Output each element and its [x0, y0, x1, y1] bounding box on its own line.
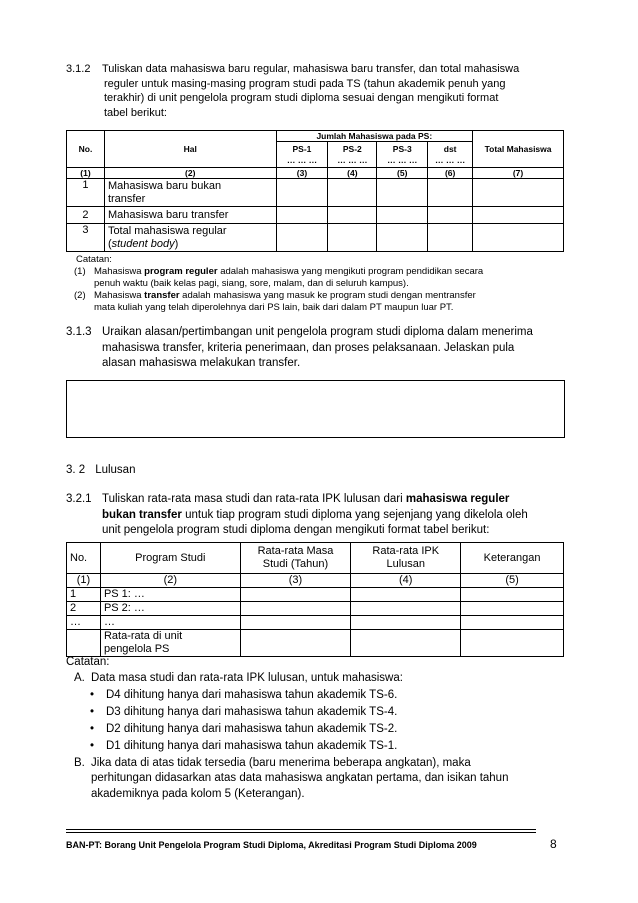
table-row: 2 PS 2: …	[67, 602, 564, 616]
student-count-table	[66, 130, 564, 252]
list-item: • D3 dihitung hanya dari mahasiswa tahun akademik TS-4.	[86, 705, 566, 722]
list-item: • D2 dihitung hanya dari mahasiswa tahun akademik TS-2.	[86, 722, 566, 739]
table-cell[interactable]	[240, 616, 351, 630]
table-cell[interactable]	[328, 179, 377, 207]
column-number-row: (1) (2) (3) (4) (5) (6) (7)	[67, 168, 564, 179]
header-ipk: Rata-rata IPK Lulusan	[351, 543, 461, 574]
header-total: Total Mahasiswa	[473, 131, 564, 168]
header-ps3: PS-3 … … …	[377, 142, 428, 168]
table-cell[interactable]	[377, 224, 428, 252]
section-number: 3.1.3	[66, 326, 92, 338]
header-dst: dst … … …	[428, 142, 473, 168]
table-cell[interactable]	[328, 224, 377, 252]
list-item: • D4 dihitung hanya dari mahasiswa tahun akademik TS-6.	[86, 688, 566, 705]
bullet-list	[86, 688, 566, 756]
table-cell[interactable]	[240, 602, 351, 616]
table-cell[interactable]	[276, 207, 328, 224]
header-hal: Hal	[104, 131, 276, 168]
section-text: Tuliskan data mahasiswa baru regular, mahasiswa baru transfer, dan total mahasiswa reguler untuk masing-masing program studi pada TS (tahun akademik penuh yang terakhir) di unit pengelola program studi diploma sesuai dengan mengikuti format tabel berikut:	[102, 63, 520, 119]
header-keterangan: Keterangan	[461, 543, 564, 574]
answer-textbox[interactable]	[66, 380, 565, 438]
table-cell[interactable]	[351, 602, 461, 616]
table-cell[interactable]	[377, 179, 428, 207]
header-ps2: PS-2 … … …	[328, 142, 377, 168]
column-number-row: (1) (2) (3) (4) (5)	[67, 574, 564, 588]
table-cell[interactable]	[276, 224, 328, 252]
table-cell[interactable]	[473, 179, 564, 207]
table-cell[interactable]	[461, 602, 564, 616]
table-cell[interactable]	[428, 179, 473, 207]
table-cell[interactable]	[240, 630, 351, 657]
table-cell[interactable]	[351, 616, 461, 630]
table-cell[interactable]	[377, 207, 428, 224]
notes-1: Catatan: (1) Mahasiswa program reguler adalah mahasiswa yang mengikuti program pendidikan secara penuh waktu (baik kelas pagi, siang, sore, malam, dan di seluruh kampus). (2) Mahasiswa transfer adalah mahasiswa yang masuk ke program studi dengan mentransfer mata kuliah yang telah diperolehnya dari PS lain, baik dari dalam PT maupun luar PT.	[74, 254, 484, 313]
footer-divider	[66, 829, 536, 830]
table-cell[interactable]	[461, 630, 564, 657]
table-row	[67, 630, 564, 657]
table-cell[interactable]	[351, 630, 461, 657]
header-no: No.	[67, 543, 101, 574]
graduate-table	[66, 542, 564, 657]
footer-divider	[66, 832, 536, 833]
table-cell[interactable]	[328, 207, 377, 224]
table-cell[interactable]	[428, 224, 473, 252]
header-no: No.	[67, 131, 105, 168]
page-number: 8	[550, 837, 557, 851]
average-label: Rata-rata di unit pengelola PS	[100, 630, 240, 657]
table-row: 2 Mahasiswa baru transfer	[67, 207, 564, 224]
section-3-2: 3. 2 Lulusan	[66, 464, 136, 476]
header-group: Jumlah Mahasiswa pada PS:	[276, 131, 473, 142]
table-row: 1 Mahasiswa baru bukan transfer	[67, 179, 564, 207]
table-cell[interactable]	[351, 588, 461, 602]
table-cell[interactable]	[428, 207, 473, 224]
list-item: • D1 dihitung hanya dari mahasiswa tahun akademik TS-1.	[86, 739, 566, 756]
header-ps1: PS-1 … … …	[276, 142, 328, 168]
header-program-studi: Program Studi	[100, 543, 240, 574]
table-cell[interactable]	[473, 224, 564, 252]
table-row: 1 PS 1: …	[67, 588, 564, 602]
section-number: 3.1.2	[66, 63, 91, 75]
header-masa-studi: Rata-rata Masa Studi (Tahun)	[240, 543, 351, 574]
notes-2: Catatan: A. Data masa studi dan rata-rata IPK lulusan, untuk mahasiswa: • D4 dihitung hanya dari mahasiswa tahun akademik TS-6. • D3 dihitung hanya dari mahasiswa tahun akademik TS-4. • D2 dihitung hanya dari mahasiswa tahun akademik TS-2. • D1 dihitung hanya dari mahasiswa tahun akademik TS-1. B. Jika data di atas tidak tersedia (baru menerima beberapa angkatan), maka perhitungan didasarkan atas data mahasiswa angkatan pertama, dan isikan tahun akademiknya pada kolom 5 (Keterangan).	[66, 655, 566, 804]
table-row: … …	[67, 616, 564, 630]
footer-text: BAN-PT: Borang Unit Pengelola Program Studi Diploma, Akreditasi Program Studi Diploma 2009	[66, 840, 477, 850]
table-row: 3 Total mahasiswa regular (student body)	[67, 224, 564, 252]
section-number: 3.2.1	[66, 493, 92, 505]
table-cell[interactable]	[461, 588, 564, 602]
table-cell[interactable]	[240, 588, 351, 602]
table-cell[interactable]	[461, 616, 564, 630]
table-cell[interactable]	[276, 179, 328, 207]
table-cell[interactable]	[473, 207, 564, 224]
